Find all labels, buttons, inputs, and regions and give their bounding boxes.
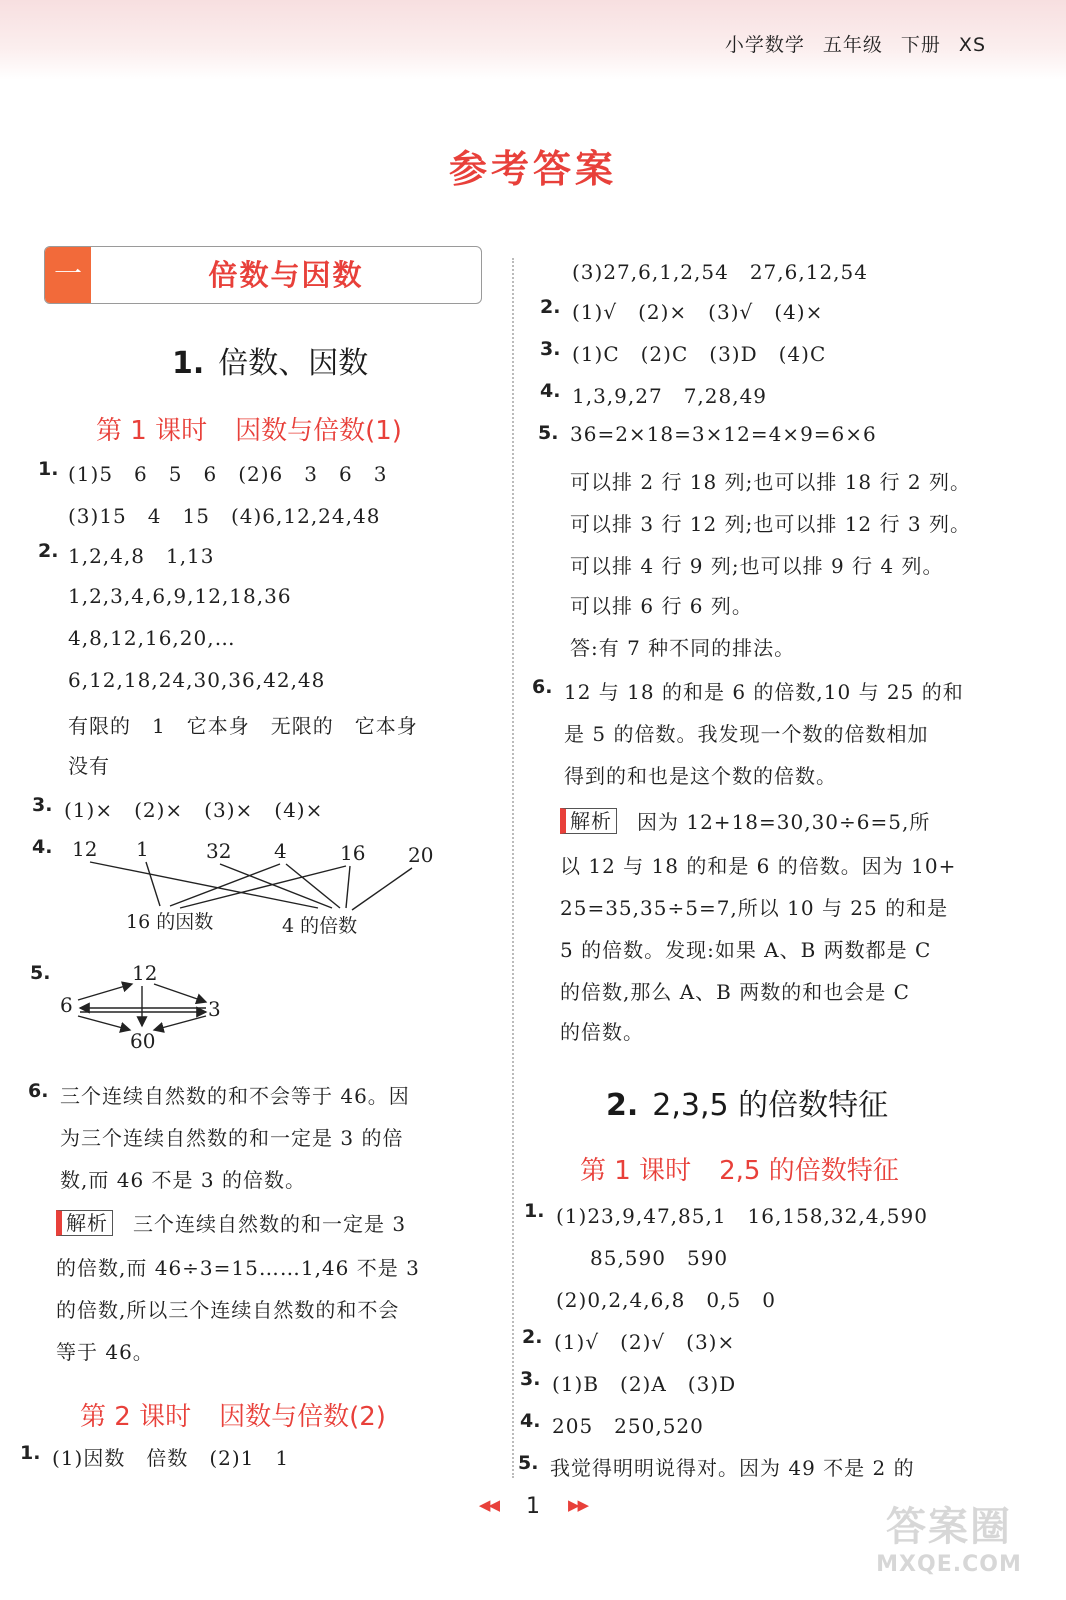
diagram-node: 6 — [60, 993, 73, 1017]
volume: 下册 — [900, 34, 941, 56]
answer-line: 1,2,4,8 1,13 — [68, 544, 215, 568]
question-number: 2. — [38, 540, 59, 562]
watermark-main: 答案圈 — [886, 1504, 1012, 1550]
lesson-2-heading — [80, 1396, 386, 1433]
section-title: 2,3,5 的倍数特征 — [652, 1088, 889, 1123]
lesson-label: 第 2 课时 — [80, 1402, 192, 1432]
answer-line: (1)√ (2)× (3)√ (4)× — [572, 300, 824, 324]
answer-line: (3)27,6,1,2,54 27,6,12,54 — [572, 260, 868, 284]
lesson-1-heading — [96, 410, 402, 447]
column-divider — [512, 258, 514, 1478]
unit-number: 一 — [45, 247, 91, 303]
diagram-number: 32 — [206, 839, 232, 863]
lesson-title: 2,5 的倍数特征 — [719, 1156, 899, 1186]
analysis-line: 以 12 与 18 的和是 6 的倍数。因为 10+ — [560, 854, 957, 878]
page-number: 1 — [526, 1494, 540, 1519]
arrow-diagram — [56, 960, 236, 1056]
lesson-title: 因数与倍数(2) — [219, 1402, 386, 1432]
unit-banner — [44, 246, 482, 304]
diagram-label: 16 的因数 — [126, 911, 214, 933]
analysis-tag: 解析 — [56, 1210, 113, 1236]
section-1-heading — [172, 338, 368, 382]
analysis-line — [56, 1208, 406, 1237]
analysis-line: 等于 46。 — [56, 1340, 154, 1364]
answer-line: 我觉得明明说得对。因为 49 不是 2 的 — [550, 1456, 915, 1480]
prev-page-icon[interactable]: ◀◀ — [478, 1496, 498, 1514]
answer-line: (1)因数 倍数 (2)1 1 — [52, 1446, 290, 1470]
answer-line: (1)√ (2)√ (3)× — [554, 1330, 736, 1354]
answer-line: 有限的 1 它本身 无限的 它本身 — [68, 714, 418, 738]
diagram-arrows — [78, 984, 206, 1030]
answer-line: (1)B (2)A (3)D — [552, 1372, 737, 1396]
analysis-text: 因为 12+18=30,30÷6=5,所 — [637, 810, 931, 834]
question-number: 6. — [28, 1080, 49, 1102]
diagram-number: 16 — [340, 841, 366, 865]
question-number: 3. — [32, 794, 53, 816]
answer-line: 205 250,520 — [552, 1414, 704, 1438]
question-number: 5. — [518, 1452, 539, 1474]
answer-line: 没有 — [68, 754, 110, 778]
answer-line: 12 与 18 的和是 6 的倍数,10 与 25 的和 — [564, 680, 964, 704]
next-page-icon[interactable]: ▶▶ — [568, 1496, 588, 1514]
page-title: 参考答案 — [448, 147, 617, 191]
matching-lines — [90, 862, 412, 910]
answer-line: 可以排 2 行 18 列;也可以排 18 行 2 列。 — [570, 470, 971, 494]
answer-line: 85,590 590 — [590, 1246, 729, 1270]
answer-line: 可以排 6 行 6 列。 — [570, 594, 753, 618]
question-number: 1. — [20, 1442, 41, 1464]
section-number: 1. — [172, 346, 205, 381]
question-number: 4. — [32, 836, 53, 858]
analysis-tag: 解析 — [560, 808, 617, 834]
answer-line: (1)5 6 5 6 (2)6 3 6 3 — [68, 462, 388, 486]
answer-line: 4,8,12,16,20,… — [68, 626, 236, 650]
section-number: 2. — [606, 1088, 639, 1123]
analysis-line: 的倍数,而 46÷3=15……1,46 不是 3 — [56, 1256, 420, 1280]
answer-line: 可以排 3 行 12 列;也可以排 12 行 3 列。 — [570, 512, 971, 536]
edition: XS — [958, 34, 986, 56]
answer-line: (1)23,9,47,85,1 16,158,32,4,590 — [556, 1204, 928, 1228]
unit-title: 倍数与因数 — [208, 258, 364, 292]
diagram-node: 12 — [132, 961, 158, 985]
answer-line: 得到的和也是这个数的倍数。 — [564, 764, 837, 788]
question-number: 1. — [524, 1200, 545, 1222]
matching-diagram — [60, 834, 450, 944]
answer-line: (1)× (2)× (3)× (4)× — [64, 798, 324, 822]
analysis-line: 25=35,35÷5=7,所以 10 与 25 的和是 — [560, 896, 949, 920]
diagram-label: 4 的倍数 — [282, 915, 358, 937]
answer-line: 三个连续自然数的和不会等于 46。因 — [60, 1084, 410, 1108]
answer-line: 为三个连续自然数的和一定是 3 的倍 — [60, 1126, 404, 1150]
answer-line: 1,3,9,27 7,28,49 — [572, 384, 768, 408]
grade: 五年级 — [822, 34, 883, 56]
diagram-number: 20 — [408, 843, 434, 867]
lesson-heading — [580, 1150, 899, 1187]
section-2-heading — [606, 1080, 888, 1124]
question-number: 1. — [38, 458, 59, 480]
question-number: 5. — [538, 422, 559, 444]
answer-line: 数,而 46 不是 3 的倍数。 — [60, 1168, 306, 1192]
answer-line: 答:有 7 种不同的排法。 — [570, 636, 796, 660]
question-number: 4. — [540, 380, 561, 402]
answer-line: (2)0,2,4,6,8 0,5 0 — [556, 1288, 776, 1312]
question-number: 3. — [540, 338, 561, 360]
analysis-line: 5 的倍数。发现:如果 A、B 两数都是 C — [560, 938, 932, 962]
answer-line: 6,12,18,24,30,36,42,48 — [68, 668, 326, 692]
answer-line: 36=2×18=3×12=4×9=6×6 — [570, 422, 877, 446]
diagram-number: 4 — [274, 839, 287, 863]
analysis-line: 的倍数,那么 A、B 两数的和也会是 C — [560, 980, 910, 1004]
question-number: 4. — [520, 1410, 541, 1432]
diagram-node: 3 — [208, 997, 221, 1021]
question-number: 2. — [540, 296, 561, 318]
diagram-number: 12 — [72, 837, 98, 861]
subject: 小学数学 — [724, 34, 805, 56]
watermark-url: MXQE.COM — [876, 1552, 1022, 1577]
lesson-label: 第 1 课时 — [96, 416, 208, 446]
analysis-text: 三个连续自然数的和一定是 3 — [133, 1212, 407, 1236]
watermark-logo — [854, 1502, 1044, 1588]
analysis-line — [560, 806, 930, 835]
analysis-line: 的倍数。 — [560, 1020, 644, 1044]
question-number: 6. — [532, 676, 553, 698]
analysis-line: 的倍数,所以三个连续自然数的和不会 — [56, 1298, 400, 1322]
answer-line: 是 5 的倍数。我发现一个数的倍数相加 — [564, 722, 929, 746]
answer-line: (1)C (2)C (3)D (4)C — [572, 342, 827, 366]
question-number: 2. — [522, 1326, 543, 1348]
answer-line: 可以排 4 行 9 列;也可以排 9 行 4 列。 — [570, 554, 944, 578]
lesson-label: 第 1 课时 — [580, 1156, 692, 1186]
answer-line: (3)15 4 15 (4)6,12,24,48 — [68, 504, 381, 528]
diagram-number: 1 — [136, 837, 149, 861]
book-header — [707, 30, 986, 57]
question-number: 3. — [520, 1368, 541, 1390]
answer-line: 1,2,3,4,6,9,12,18,36 — [68, 584, 292, 608]
diagram-node: 60 — [130, 1029, 156, 1053]
section-title: 倍数、因数 — [218, 346, 369, 381]
question-number: 5. — [30, 962, 51, 984]
lesson-title: 因数与倍数(1) — [235, 416, 402, 446]
